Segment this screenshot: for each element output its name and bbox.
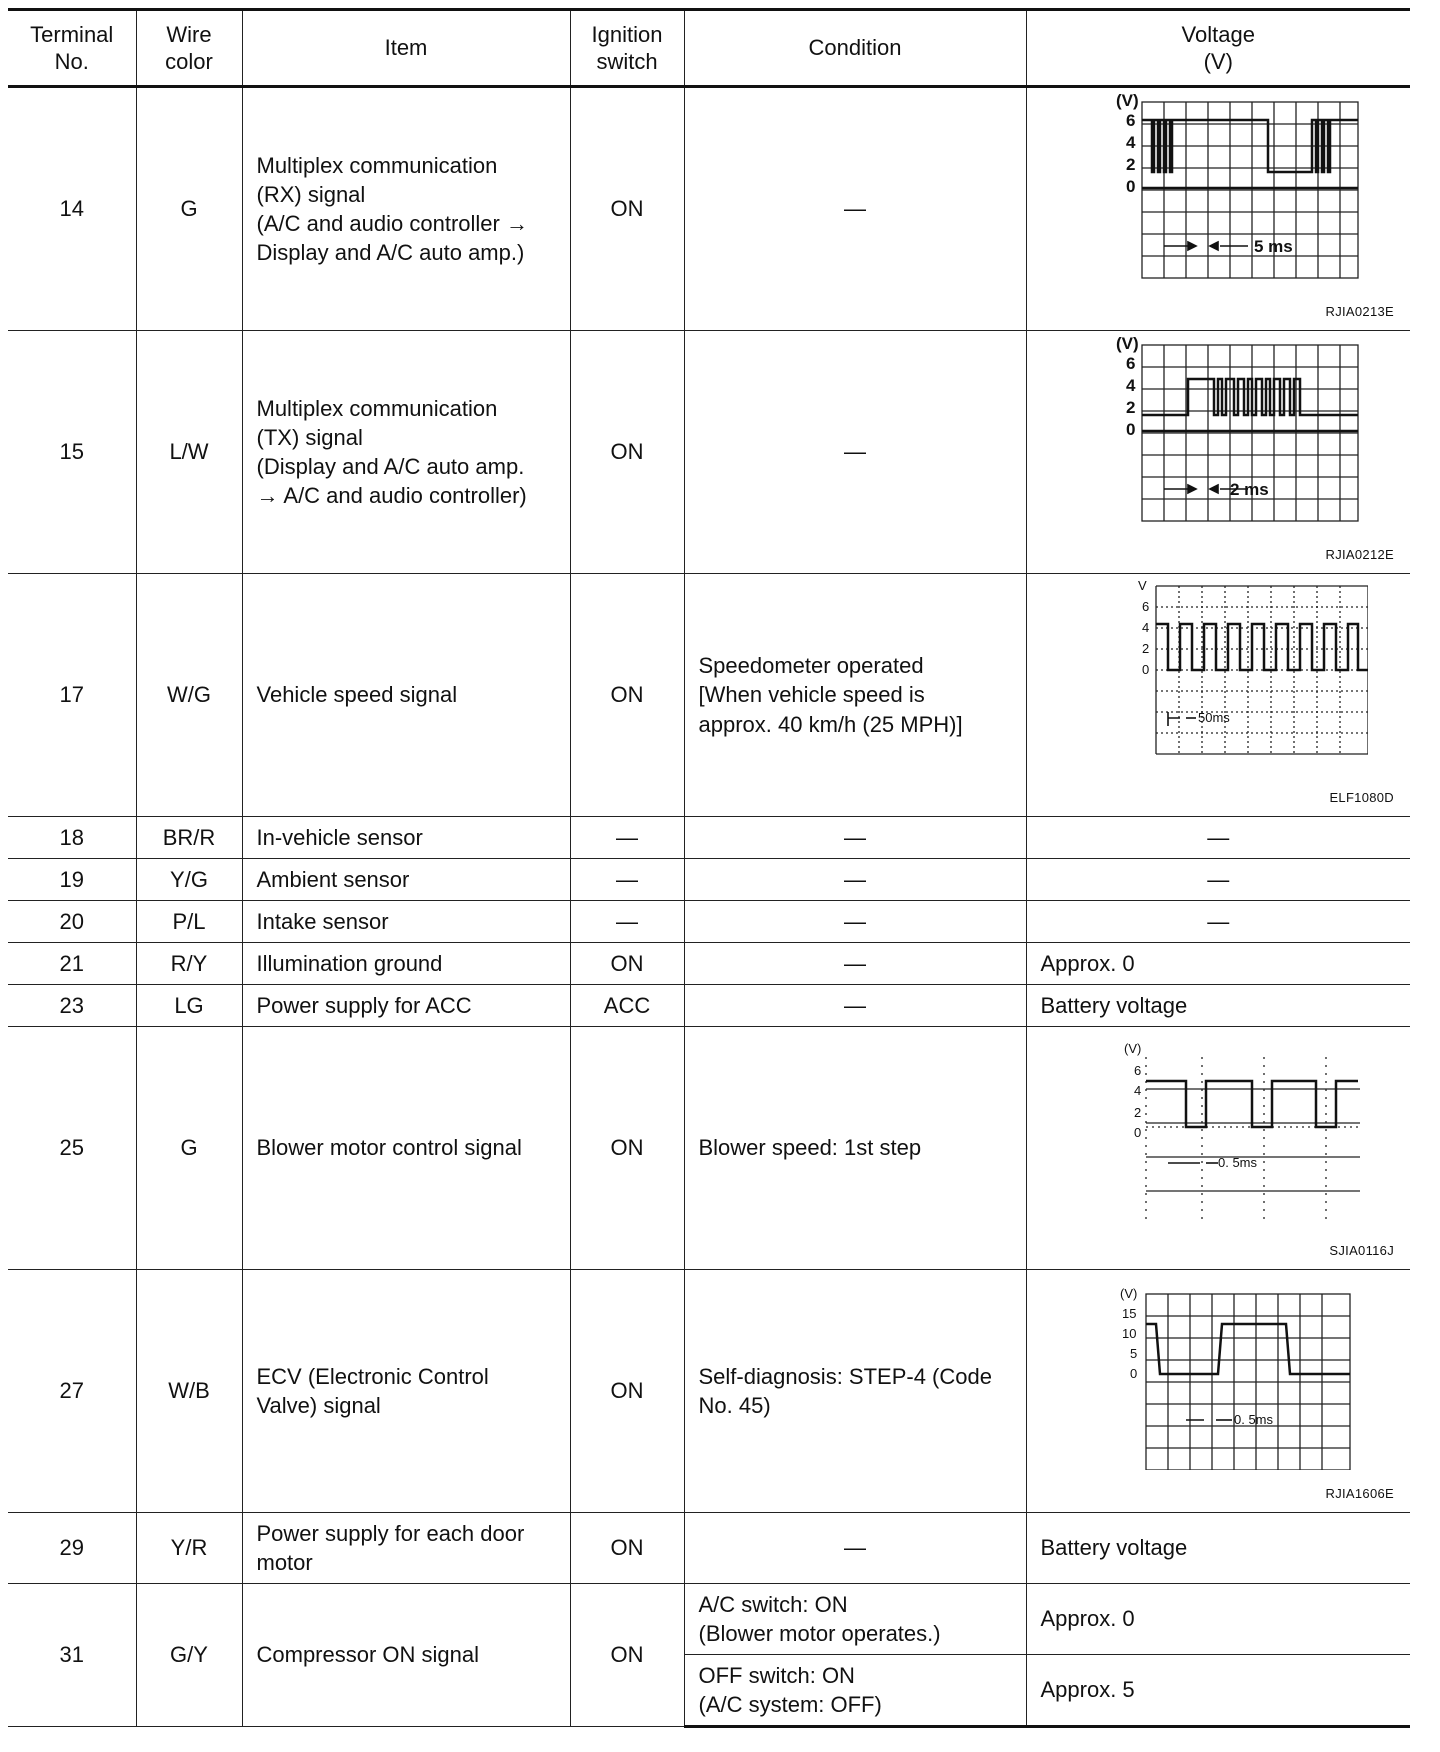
voltage: Approx. 0 [1026,943,1410,985]
condition: A/C switch: ON (Blower motor operates.) [684,1584,1026,1655]
time-division: 0. 5ms [1234,1412,1274,1427]
wire-color: P/L [136,901,242,943]
wire-color: G [136,87,242,331]
ignition-switch: ON [570,1027,684,1270]
wire-color: W/G [136,574,242,817]
item: Blower motor control signal [242,1027,570,1270]
condition: — [684,859,1026,901]
y-unit: (V) [1116,91,1139,110]
condition: OFF switch: ON (A/C system: OFF) [684,1655,1026,1727]
oscilloscope-grid [1146,1294,1350,1470]
table-row [8,1513,1410,1584]
condition: — [684,985,1026,1027]
figure-code: RJIA0213E [1325,303,1394,319]
header-ignition-switch: Ignition switch [570,10,684,87]
header-terminal-no: Terminal No. [8,10,136,87]
header-wire-color: Wire color [136,10,242,87]
header-row [8,10,1410,87]
table-row [8,817,1410,859]
y-tick: 6 [1134,1063,1142,1078]
time-division: 2 ms [1230,480,1269,499]
waveform-tx-signal [1068,331,1368,531]
waveform-ecv-signal [1068,1270,1368,1470]
wire-color: BR/R [136,817,242,859]
ignition-switch: ON [570,1270,684,1513]
header-voltage: Voltage (V) [1026,10,1410,87]
terminal-no: 18 [8,817,136,859]
y-tick: 0 [1142,662,1150,677]
y-tick: 10 [1122,1326,1137,1341]
y-tick: 2 [1126,398,1136,417]
ignition-switch: ON [570,943,684,985]
condition: Speedometer operated [When vehicle speed is approx. 40 km/h (25 MPH)] [684,574,1026,817]
y-tick: 2 [1126,155,1136,174]
signal-trace [1146,1324,1350,1374]
voltage: Battery voltage [1026,1513,1410,1584]
item: Ambient sensor [242,859,570,901]
y-tick: 0 [1134,1125,1142,1140]
item: Power supply for each door motor [242,1513,570,1584]
item: Multiplex communication (RX) signal (A/C and audio controller → Display and A/C auto amp.) [242,87,570,331]
y-tick: 4 [1134,1083,1142,1098]
y-tick: 6 [1142,599,1150,614]
terminal-table [8,8,1410,1728]
table-row [8,1027,1410,1270]
header-condition: Condition [684,10,1026,87]
time-division: 5 ms [1254,237,1293,256]
waveform-vehicle-speed [1068,574,1368,774]
ignition-switch: ON [570,331,684,574]
item: Vehicle speed signal [242,574,570,817]
oscilloscope-grid [1142,102,1358,278]
wire-color: LG [136,985,242,1027]
table-row [8,87,1410,331]
y-tick: 6 [1126,354,1136,373]
ignition-switch: ACC [570,985,684,1027]
y-tick: 2 [1142,641,1150,656]
y-unit: (V) [1124,1041,1142,1056]
voltage: Battery voltage [1026,985,1410,1027]
signal-trace [1146,1081,1358,1127]
condition: — [684,331,1026,574]
figure-code: RJIA1606E [1325,1485,1394,1501]
item: In-vehicle sensor [242,817,570,859]
figure-code: ELF1080D [1329,789,1394,805]
terminal-no: 21 [8,943,136,985]
figure-code: SJIA0116J [1329,1242,1394,1258]
y-tick: 4 [1142,620,1150,635]
voltage-waveform [1026,1027,1410,1270]
voltage: — [1026,901,1410,943]
table-row [8,1584,1410,1655]
condition: Blower speed: 1st step [684,1027,1026,1270]
ignition-switch: — [570,901,684,943]
terminal-no: 20 [8,901,136,943]
ignition-switch: — [570,817,684,859]
y-tick: 2 [1134,1105,1142,1120]
table-row [8,574,1410,817]
table-row [8,901,1410,943]
y-tick: 0 [1126,177,1136,196]
table-row [8,943,1410,985]
terminal-no: 23 [8,985,136,1027]
item: Compressor ON signal [242,1584,570,1727]
y-tick: 0 [1126,420,1136,439]
voltage-waveform [1026,331,1410,574]
terminal-no: 19 [8,859,136,901]
voltage: — [1026,859,1410,901]
y-unit: V [1138,578,1147,593]
item: Illumination ground [242,943,570,985]
waveform-blower-motor [1068,1027,1368,1227]
terminal-no: 29 [8,1513,136,1584]
wire-color: G/Y [136,1584,242,1727]
voltage-waveform [1026,574,1410,817]
condition: — [684,817,1026,859]
ignition-switch: ON [570,574,684,817]
table-row [8,331,1410,574]
wire-color: W/B [136,1270,242,1513]
item: Power supply for ACC [242,985,570,1027]
ignition-switch: ON [570,1584,684,1727]
header-item: Item [242,10,570,87]
y-tick: 6 [1126,111,1136,130]
item: Multiplex communication (TX) signal (Display and A/C auto amp. → A/C and audio controller) [242,331,570,574]
voltage-waveform [1026,87,1410,331]
item: Intake sensor [242,901,570,943]
figure-code: RJIA0212E [1325,546,1394,562]
y-tick: 15 [1122,1306,1137,1321]
y-unit: (V) [1120,1286,1138,1301]
item: ECV (Electronic Control Valve) signal [242,1270,570,1513]
wire-color: R/Y [136,943,242,985]
signal-trace [1156,624,1368,670]
ignition-switch: — [570,859,684,901]
terminal-no: 25 [8,1027,136,1270]
voltage: — [1026,817,1410,859]
voltage: Approx. 5 [1026,1655,1410,1727]
ignition-switch: ON [570,87,684,331]
ignition-switch: ON [570,1513,684,1584]
waveform-rx-signal [1068,88,1368,288]
condition: — [684,87,1026,331]
voltage-waveform [1026,1270,1410,1513]
y-tick: 5 [1130,1346,1138,1361]
wire-color: Y/G [136,859,242,901]
wire-color: Y/R [136,1513,242,1584]
condition: — [684,901,1026,943]
table-row [8,859,1410,901]
table-row [8,985,1410,1027]
time-division: 50ms [1198,710,1231,725]
condition: Self-diagnosis: STEP-4 (Code No. 45) [684,1270,1026,1513]
wire-color: G [136,1027,242,1270]
terminal-no: 15 [8,331,136,574]
terminal-no: 14 [8,87,136,331]
terminal-no: 17 [8,574,136,817]
condition: — [684,943,1026,985]
voltage: Approx. 0 [1026,1584,1410,1655]
y-tick: 0 [1130,1366,1138,1381]
y-unit: (V) [1116,334,1139,353]
time-division: 0. 5ms [1218,1155,1258,1170]
terminal-no: 27 [8,1270,136,1513]
wire-color: L/W [136,331,242,574]
y-tick: 4 [1126,133,1136,152]
condition: — [684,1513,1026,1584]
terminal-no: 31 [8,1584,136,1727]
table-row [8,1270,1410,1513]
y-tick: 4 [1126,376,1136,395]
signal-trace [1142,379,1358,415]
